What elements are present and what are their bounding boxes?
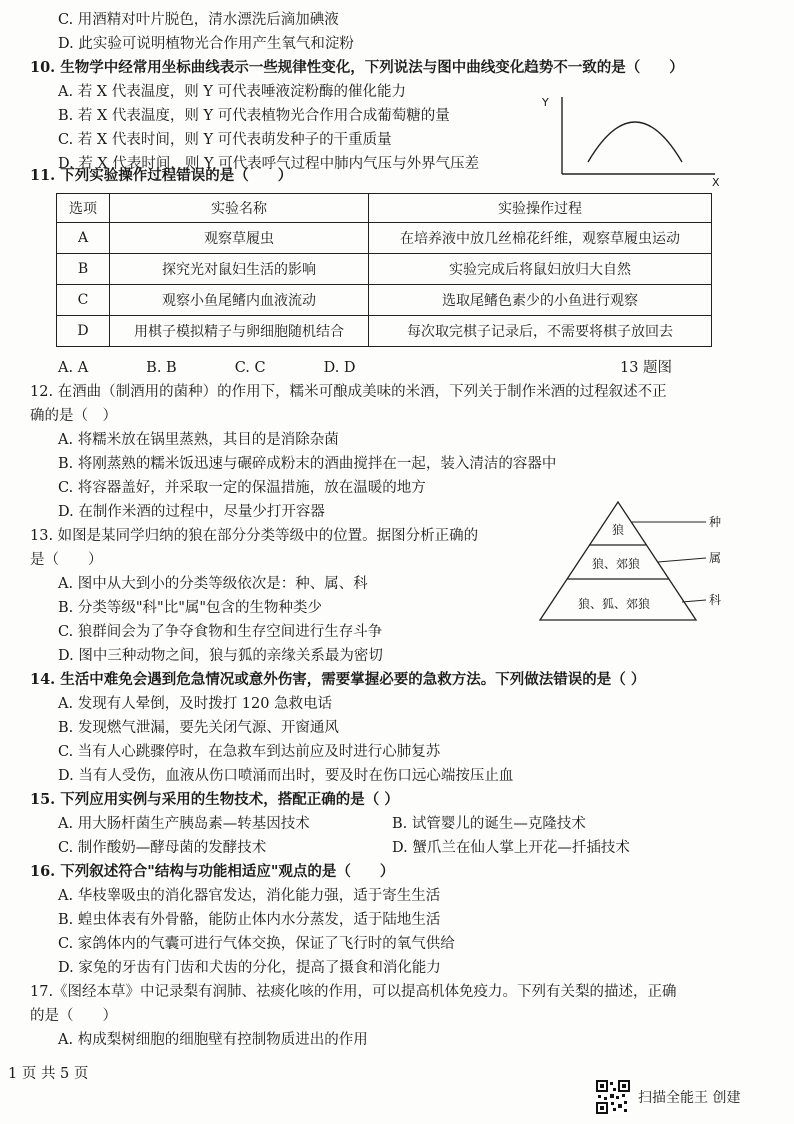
- q13-stem-1: 13. 如图是某同学归纳的狼在部分分类等级中的位置。据图分析正确的: [30, 528, 479, 544]
- q14-option-b: B. 发现燃气泄漏，要先关闭气源、开窗通风: [58, 720, 339, 736]
- q13-option-d: D. 图中三种动物之间，狼与狐的亲缘关系最为密切: [58, 648, 383, 664]
- q15-option-c: C. 制作酸奶—酵母菌的发酵技术: [58, 840, 267, 856]
- table-cell: 用棋子模拟精子与卵细胞随机结合: [110, 316, 369, 347]
- q15-option-b: B. 试管婴儿的诞生—克隆技术: [392, 816, 586, 832]
- table-cell: C: [57, 285, 110, 316]
- q10-option-a: A. 若 X 代表温度，则 Y 可代表唾液淀粉酶的催化能力: [58, 84, 407, 100]
- scanner-watermark: [596, 1080, 740, 1114]
- q9-option-c: C. 用酒精对叶片脱色，清水漂洗后滴加碘液: [58, 12, 339, 28]
- q15-option-d: D. 蟹爪兰在仙人掌上开花—扦插技术: [392, 840, 630, 856]
- q12-stem-1: 12. 在酒曲（制酒用的菌种）的作用下，糯米可酿成美味的米酒，下列关于制作米酒的过程叙述不正: [30, 384, 667, 400]
- q16-option-d: D. 家兔的牙齿有门齿和犬齿的分化，提高了摄食和消化能力: [58, 960, 441, 976]
- q12-option-b: B. 将刚蒸熟的糯米饭迅速与碾碎成粉末的酒曲搅拌在一起，装入清洁的容器中: [58, 456, 557, 472]
- q13-option-c: C. 狼群间会为了争夺食物和生存空间进行生存斗争: [58, 624, 383, 640]
- table-cell: 观察草履虫: [110, 223, 369, 254]
- pyramid-level-family: 狼、狐、郊狼: [578, 597, 651, 611]
- table-row: [57, 285, 712, 316]
- rank-label-genus: 属: [709, 551, 722, 565]
- q11-options: A. A B. B C. C D. D: [58, 360, 356, 376]
- q11-stem: 11. 下列实验操作过程错误的是（ ）: [30, 167, 293, 184]
- pyramid-level-genus: 狼、郊狼: [592, 557, 641, 571]
- q13-pyramid-diagram: [536, 498, 726, 628]
- q13-option-b: B. 分类等级"科"比"属"包含的生物种类少: [58, 600, 323, 616]
- q14-stem: 14. 生活中难免会遇到危急情况或意外伤害，需要掌握必要的急救方法。下列做法错误的是（ ）: [30, 671, 646, 688]
- table-cell: 选取尾鳍色素少的小鱼进行观察: [369, 285, 712, 316]
- q13-option-a: A. 图中从大到小的分类等级依次是：种、属、科: [58, 576, 368, 592]
- q16-option-a: A. 华枝睾吸虫的消化器官发达，消化能力强，适于寄生生活: [58, 888, 441, 904]
- q12-option-c: C. 将容器盖好，并采取一定的保温措施，放在温暖的地方: [58, 480, 426, 496]
- figure-13-caption: 13 题图: [620, 360, 673, 376]
- page-footer: 1 页 共 5 页: [8, 1066, 89, 1082]
- scanner-label: 扫描全能王 创建: [638, 1090, 741, 1106]
- table-row: [57, 254, 712, 285]
- table-row: [57, 316, 712, 347]
- q15-stem: 15. 下列应用实例与采用的生物技术，搭配正确的是（ ）: [30, 791, 399, 808]
- q16-option-b: B. 蝗虫体表有外骨骼，能防止体内水分蒸发，适于陆地生活: [58, 912, 441, 928]
- table-cell: 探究光对鼠妇生活的影响: [110, 254, 369, 285]
- table-cell: 观察小鱼尾鳍内血液流动: [110, 285, 369, 316]
- table-row: [57, 223, 712, 254]
- q16-stem: 16. 下列叙述符合"结构与功能相适应"观点的是（ ）: [30, 863, 395, 880]
- pyramid-level-species: 狼: [612, 523, 625, 537]
- q14-option-d: D. 当有人受伤，血液从伤口喷涌而出时，要及时在伤口远心端按压止血: [58, 768, 514, 784]
- q12-option-a: A. 将糯米放在锅里蒸熟，其目的是消除杂菌: [58, 432, 339, 448]
- table-cell: 在培养液中放几丝棉花纤维，观察草履虫运动: [369, 223, 712, 254]
- table-header: 选项: [57, 194, 110, 223]
- table-header: 实验操作过程: [369, 194, 712, 223]
- table-cell: 每次取完棋子记录后，不需要将棋子放回去: [369, 316, 712, 347]
- q14-option-a: A. 发现有人晕倒，及时拨打 120 急救电话: [58, 696, 333, 712]
- q15-option-a: A. 用大肠杆菌生产胰岛素—转基因技术: [58, 816, 310, 832]
- qr-code-icon: [596, 1080, 630, 1114]
- table-cell: 实验完成后将鼠妇放归大自然: [369, 254, 712, 285]
- q14-option-c: C. 当有人心跳骤停时，在急救车到达前应及时进行心肺复苏: [58, 744, 441, 760]
- q10-option-d: D. 若 X 代表时间，则 Y 可代表呼气过程中肺内气压与外界气压差: [58, 156, 480, 172]
- table-cell: B: [57, 254, 110, 285]
- q16-option-c: C. 家鸽体内的气囊可进行气体交换，保证了飞行时的氧气供给: [58, 936, 455, 952]
- table-header: 实验名称: [110, 194, 369, 223]
- q12-stem-2: 确的是（ ）: [30, 408, 117, 424]
- q11-table: [56, 193, 712, 347]
- q10-stem: 10. 生物学中经常用坐标曲线表示一些规律性变化，下列说法与图中曲线变化趋势不一致的是（ ）: [30, 59, 684, 76]
- q17-stem-2: 的是（ ）: [30, 1008, 117, 1024]
- table-cell: A: [57, 223, 110, 254]
- table-cell: D: [57, 316, 110, 347]
- q17-option-a: A. 构成梨树细胞的细胞壁有控制物质进出的作用: [58, 1032, 368, 1048]
- rank-label-family: 科: [709, 593, 722, 607]
- rank-label-species: 种: [709, 515, 722, 529]
- q10-curve-graph: [540, 92, 725, 187]
- q10-option-c: C. 若 X 代表时间，则 Y 可代表萌发种子的干重质量: [58, 132, 392, 148]
- table-header-row: [57, 194, 712, 223]
- q17-stem-1: 17.《图经本草》中记录梨有润肺、祛痰化咳的作用，可以提高机体免疫力。下列有关梨的描述，正确: [30, 984, 677, 1000]
- q13-stem-2: 是（ ）: [30, 552, 103, 568]
- graph-y-label: Y: [542, 96, 549, 109]
- q10-option-b: B. 若 X 代表温度，则 Y 可代表植物光合作用合成葡萄糖的量: [58, 108, 450, 124]
- q12-option-d: D. 在制作米酒的过程中，尽量少打开容器: [58, 504, 325, 520]
- graph-x-label: X: [712, 176, 720, 187]
- q9-option-d: D. 此实验可说明植物光合作用产生氧气和淀粉: [58, 36, 354, 52]
